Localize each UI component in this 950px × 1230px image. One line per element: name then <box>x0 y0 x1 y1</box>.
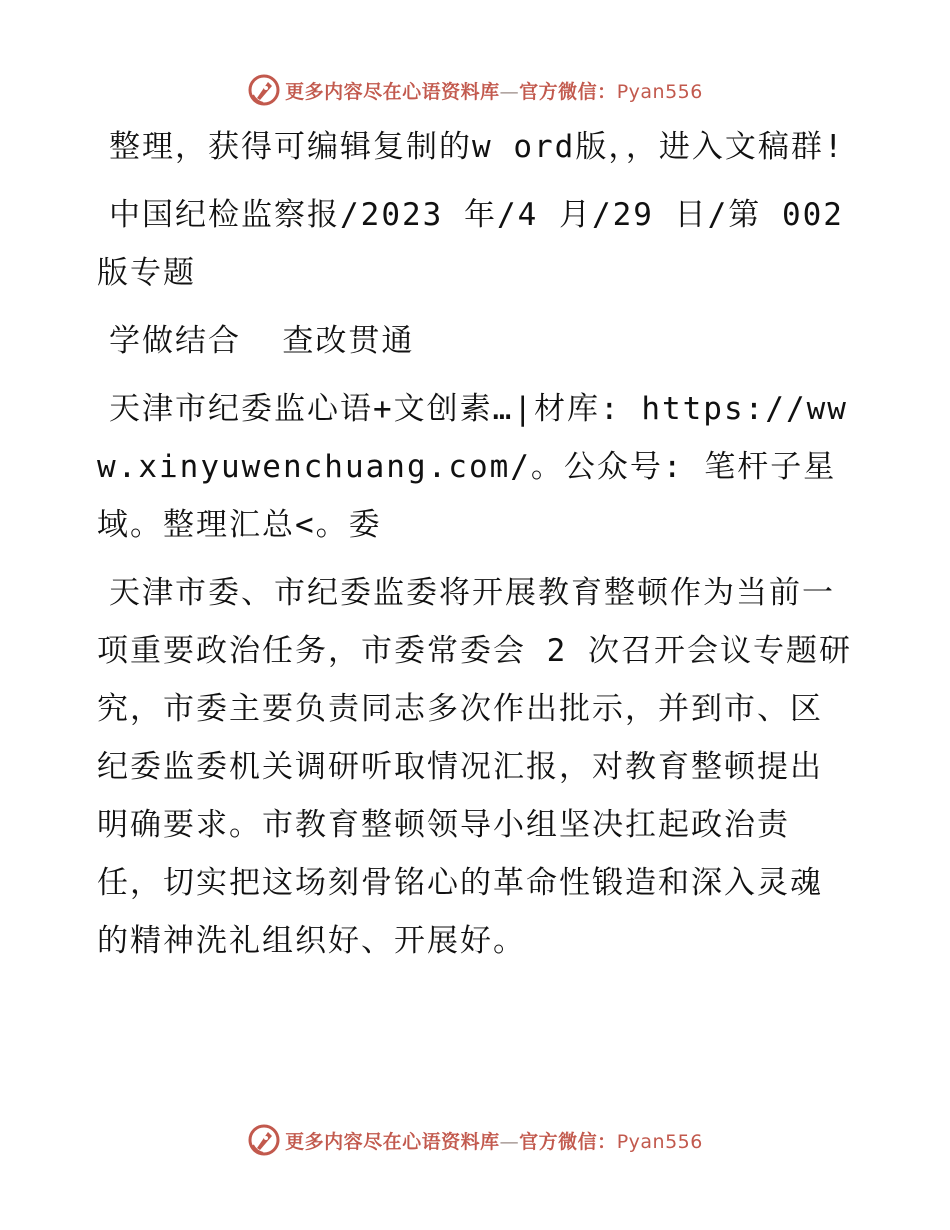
paragraph-intro: 整理，获得可编辑复制的w ord版，，进入文稿群! <box>109 129 845 165</box>
paragraph-source: 中国纪检监察报/2023 年/4 月/29 日/第 002 版专题 <box>97 197 865 291</box>
document-body <box>97 118 865 986</box>
banner-dash: — <box>499 1130 520 1153</box>
paragraph-author: 天津市纪委监心语+文创素…|材库: https://www.xinyuwenchuang.com/。公众号: 笔杆子星域。整理汇总<。委 <box>97 391 848 543</box>
banner-service-label: 官方微信： <box>519 1130 617 1153</box>
pen-nib-circle-icon <box>247 1123 281 1157</box>
banner-main-text: 更多内容尽在心语资料库 <box>285 80 500 103</box>
article-title: 学做结合 查改贯通 <box>109 323 415 359</box>
banner-dash: — <box>499 80 520 103</box>
banner-wechat-id: Pyan556 <box>616 1130 703 1153</box>
banner-text <box>285 1127 703 1154</box>
paragraph-body: 天津市委、市纪委监委将开展教育整顿作为当前一项重要政治任务，市委常委会 2 次召开会议专题研究，市委主要负责同志多次作出批示，并到市、区纪委监委机关调研听取情况汇报，对教育整顿提出明确要求。市教育整顿领导小组坚决扛起政治责任，切实把这场刻骨铭心的革命性锻造和深入灵魂的精神洗礼组织好、开展好。 <box>97 575 852 959</box>
banner-wechat-id: Pyan556 <box>616 80 703 103</box>
banner-service-label: 官方微信： <box>519 80 617 103</box>
footer-banner <box>0 1120 950 1160</box>
banner-main-text: 更多内容尽在心语资料库 <box>285 1130 500 1153</box>
banner-text <box>285 77 703 104</box>
pen-nib-circle-icon <box>247 73 281 107</box>
header-banner <box>0 70 950 110</box>
